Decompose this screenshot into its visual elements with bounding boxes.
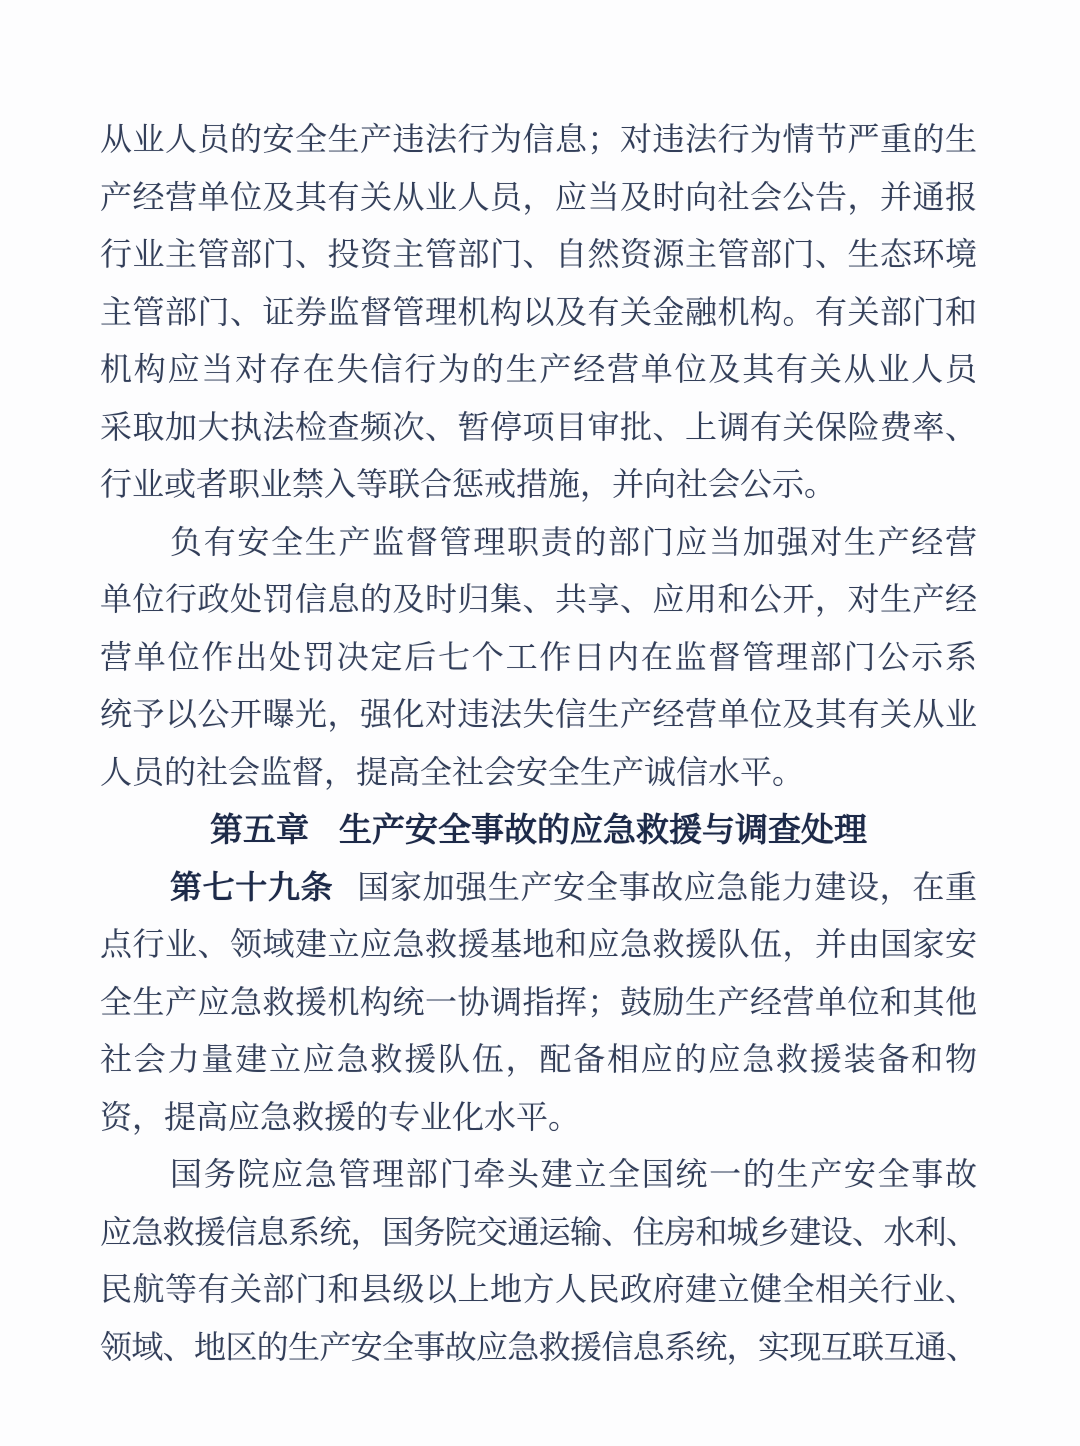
paragraph-continued: [100, 111, 977, 514]
text-line: 应急救援信息系统，国务院交通运输、住房和城乡建设、水利、: [100, 1212, 977, 1251]
text-line: 人员的社会监督，提高全社会安全生产诚信水平。: [100, 752, 805, 791]
text-line: 行业主管部门、投资主管部门、自然资源主管部门、生态环境: [100, 235, 977, 273]
text-line: 采取加大执法检查频次、暂停项目审批、上调有关保险费率、: [100, 407, 977, 446]
text-line: 单位行政处罚信息的及时归集、共享、应用和公开，对生产经: [100, 580, 977, 618]
article-first-line: [100, 859, 977, 917]
paragraph-4: [100, 1146, 977, 1376]
text-line: 全生产应急救援机构统一协调指挥；鼓励生产经营单位和其他: [100, 982, 977, 1021]
article-text: 国家加强生产安全事故应急能力建设，在重: [357, 867, 977, 906]
chapter-title: 生产安全事故的应急救援与调查处理: [339, 810, 867, 849]
text-line: 社会力量建立应急救援队伍，配备相应的应急救援装备和物: [100, 1040, 977, 1078]
text-line: 领域、地区的生产安全事故应急救援信息系统，实现互联互通、: [100, 1327, 977, 1366]
chapter-number: 第五章: [210, 810, 309, 849]
text-line: 从业人员的安全生产违法行为信息；对违法行为情节严重的生: [100, 120, 977, 158]
text-line: 机构应当对存在失信行为的生产经营单位及其有关从业人员: [100, 350, 977, 388]
text-line: 资，提高应急救援的专业化水平。: [100, 1097, 581, 1136]
article-79: [100, 859, 977, 1147]
text-line: 点行业、领域建立应急救援基地和应急救援队伍，并由国家安: [100, 925, 977, 963]
paragraph-2: [100, 514, 977, 802]
text-line: 统予以公开曝光，强化对违法失信生产经营单位及其有关从业: [100, 695, 977, 733]
text-line: 负有安全生产监督管理职责的部门应当加强对生产经营: [170, 522, 977, 561]
text-line: 营单位作出处罚决定后七个工作日内在监督管理部门公示系: [100, 637, 977, 676]
chapter-5-heading: [100, 801, 977, 859]
text-line: 行业或者职业禁入等联合惩戒措施，并向社会公示。: [100, 465, 837, 503]
text-line: 民航等有关部门和县级以上地方人民政府建立健全相关行业、: [100, 1270, 977, 1308]
text-line: 国务院应急管理部门牵头建立全国统一的生产安全事故: [170, 1155, 977, 1193]
text-line: 主管部门、证券监督管理机构以及有关金融机构。有关部门和: [100, 292, 977, 331]
text-line: 产经营单位及其有关从业人员，应当及时向社会公告，并通报: [100, 177, 977, 216]
article-number: 第七十九条: [170, 867, 334, 906]
